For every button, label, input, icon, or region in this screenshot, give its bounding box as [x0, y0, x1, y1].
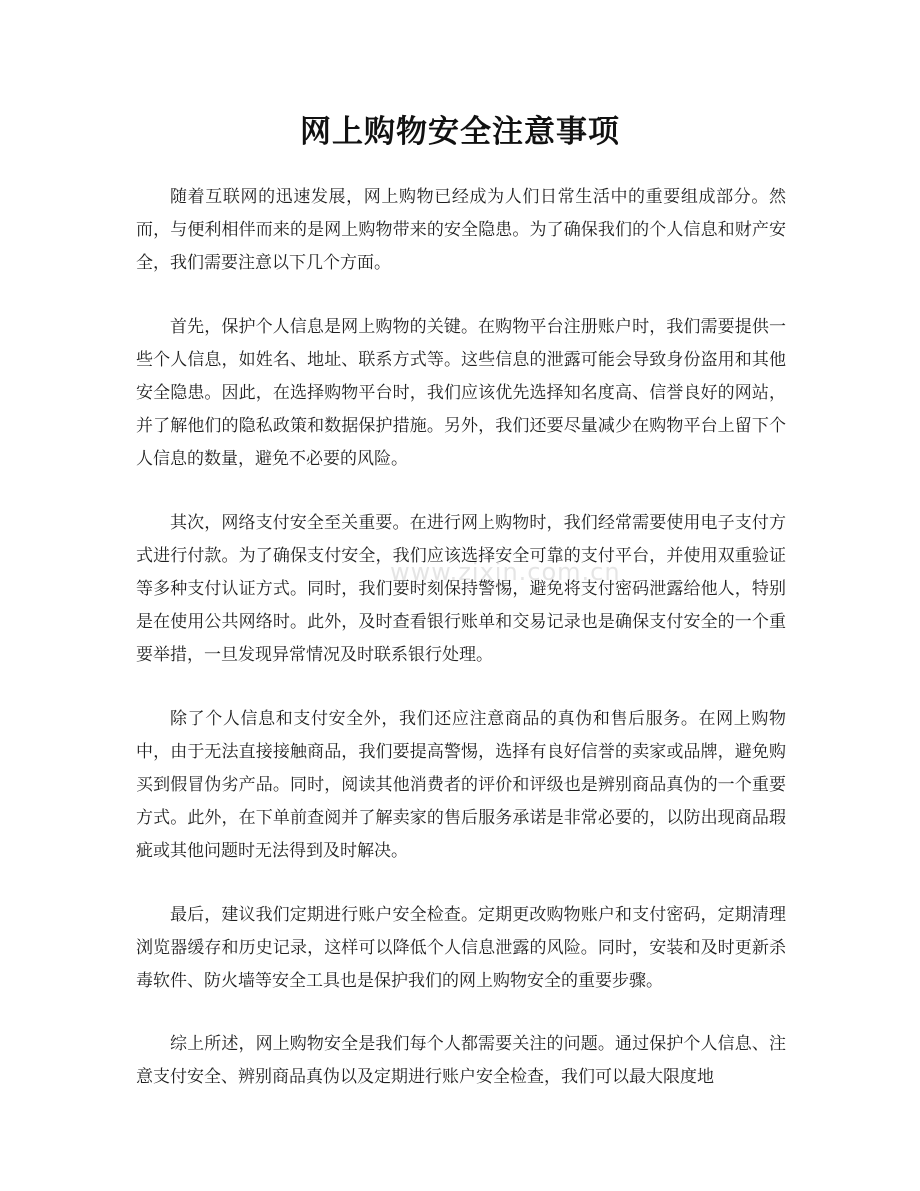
- document-title: 网上购物安全注意事项: [300, 114, 620, 150]
- paragraph-account-check: 最后，建议我们定期进行账户安全检查。定期更改购物账户和支付密码，定期清理浏览器缓存和历史记录，这样可以降低个人信息泄露的风险。同时，安装和及时更新杀毒软件、防火墙等安全工具也是保护我们的网上购物安全的重要步骤。: [136, 904, 786, 992]
- paragraph-personal-info: 首先，保护个人信息是网上购物的关键。在购物平台注册账户时，我们需要提供一些个人信息，如姓名、地址、联系方式等。这些信息的泄露可能会导致身份盗用和其他安全隐患。因此，在选择购物平台时，我们应该优先选择知名度高、信誉良好的网站，并了解他们的隐私政策和数据保护措施。另外，我们还要尽量减少在购物平台上留下个人信息的数量，避免不必要的风险。: [136, 316, 786, 470]
- watermark: www.zixin.com.cn: [390, 558, 621, 586]
- paragraph-intro: 随着互联网的迅速发展，网上购物已经成为人们日常生活中的重要组成部分。然而，与便利相伴而来的是网上购物带来的安全隐患。为了确保我们的个人信息和财产安全，我们需要注意以下几个方面。: [136, 187, 786, 274]
- document-body: [136, 181, 786, 1095]
- paragraph-product-authenticity: 除了个人信息和支付安全外，我们还应注意商品的真伪和售后服务。在网上购物中，由于无法直接接触商品，我们要提高警惕，选择有良好信誉的卖家或品牌，避免购买到假冒伪劣产品。同时，阅读其他消费者的评价和评级也是辨别商品真伪的一个重要方式。此外，在下单前查阅并了解卖家的售后服务承诺是非常必要的，以防出现商品瑕疵或其他问题时无法得到及时解决。: [136, 708, 786, 862]
- paragraph-conclusion: 综上所述，网上购物安全是我们每个人都需要关注的问题。通过保护个人信息、注意支付安全、辨别商品真伪以及定期进行账户安全检查，我们可以最大限度地: [136, 1034, 786, 1088]
- paragraph-payment-security: 其次，网络支付安全至关重要。在进行网上购物时，我们经常需要使用电子支付方式进行付款。为了确保支付安全，我们应该选择安全可靠的支付平台，并使用双重验证等多种支付认证方式。同时，我们要时刻保持警惕，避免将支付密码泄露给他人，特别是在使用公共网络时。此外，及时查看银行账单和交易记录也是确保支付安全的一个重要举措，一旦发现异常情况及时联系银行处理。: [136, 512, 786, 666]
